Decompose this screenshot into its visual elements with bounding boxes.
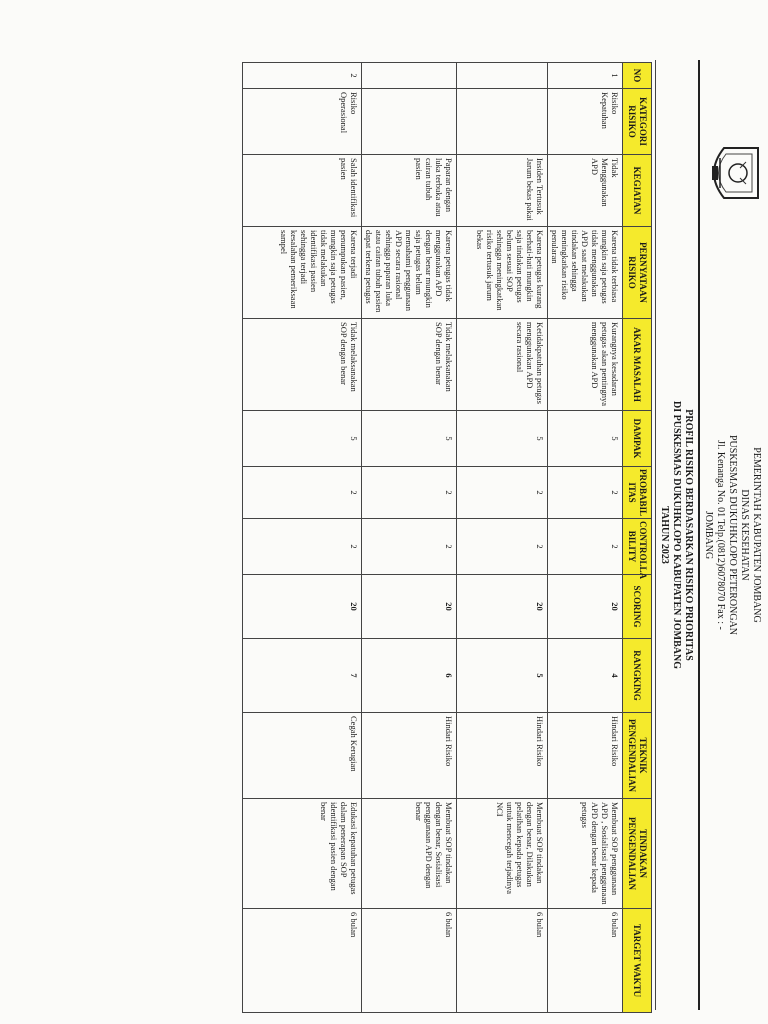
cell-scoring: 20 [548, 575, 623, 639]
cell-tindakan: Membuat SOP penggunaan APD , Sosialisasi penggunaan APD dengan benar kepada petugas [548, 799, 623, 909]
cell-no: 2 [243, 63, 362, 89]
letterhead [656, 60, 766, 1010]
col-header-scoring: SCORING [623, 575, 652, 639]
cell-probabilitas: 2 [243, 467, 362, 519]
document-title-1: PROFIL RISIKO BERDASARKAN RISIKO PRIORITAS [683, 409, 694, 661]
cell-akar: Ketidakpatuhan petugas menggunakan APD secara rasional [457, 319, 548, 411]
cell-teknik: Cegah Kerugian [243, 713, 362, 799]
cell-dampak: 5 [362, 411, 457, 467]
cell-akar: Tidak melaksanakan SOP dengan benar [362, 319, 457, 411]
cell-akar: Tidak melaksanakan SOP dengan benar [243, 319, 362, 411]
cell-kategori: Risiko Operasional [243, 89, 362, 155]
cell-tindakan: Edukasi kepatuhan petugas dalam penerapan SOP identifikasi pasien dengan benar [243, 799, 362, 909]
cell-target: 6 bulan [362, 909, 457, 1013]
col-header-target: TARGET WAKTU [623, 909, 652, 1013]
cell-controllability: 2 [457, 519, 548, 575]
title-rule [655, 60, 656, 1010]
cell-no [362, 63, 457, 89]
cell-pernyataan: Karena petugas kurang berhati-hati mungkin saja tindakan petugas belum sesuai SOP sehingga meningkatkan risiko tertusuk jarum bekas [457, 227, 548, 319]
agency-city: JOMBANG [703, 510, 714, 560]
cell-pernyataan: Karena petugas tidak menggunakan APD dengan benar mungkin saja petugas belum memahami penggunaan APD secara rasional sehingga paparan luka atau cairan tubuh pasien dapat terkena petugas [362, 227, 457, 319]
table-row [548, 63, 623, 1013]
cell-controllability: 2 [548, 519, 623, 575]
cell-dampak: 5 [548, 411, 623, 467]
cell-kegiatan: Tidak Menggunakan APD [548, 155, 623, 227]
cell-kategori [457, 89, 548, 155]
table-row [362, 63, 457, 1013]
cell-kegiatan: Salah identifikasi pasien [243, 155, 362, 227]
cell-kategori [362, 89, 457, 155]
table-header-row [623, 63, 652, 1013]
col-header-kategori: KATEGORI RISIKO [623, 89, 652, 155]
agency-line-3: PUSKESMAS DUKUHKLOPO PETERONGAN [727, 434, 738, 636]
col-header-tindakan: TINDAKAN PENGENDALIAN [623, 799, 652, 909]
table-row [243, 63, 362, 1013]
cell-controllability: 2 [362, 519, 457, 575]
cell-teknik: Hindari Risiko [362, 713, 457, 799]
agency-address: Jl. Kenanga No. 01 Telp.(0812)6078070 Fax : - [715, 440, 726, 630]
cell-kegiatan: Insiden Tertusuk Jarum bekas pakai [457, 155, 548, 227]
document-title-2: DI PUSKESMAS DUKUHKLOPO KABUPATEN JOMBANG [671, 401, 682, 669]
cell-scoring: 20 [457, 575, 548, 639]
cell-no: 1 [548, 63, 623, 89]
cell-rangking: 7 [243, 639, 362, 713]
cell-probabilitas: 2 [457, 467, 548, 519]
col-header-rangking: RANGKING [623, 639, 652, 713]
cell-target: 6 bulan [548, 909, 623, 1013]
col-header-dampak: DAMPAK [623, 411, 652, 467]
cell-probabilitas: 2 [362, 467, 457, 519]
document-title-year: TAHUN 2023 [659, 506, 670, 564]
col-header-probabilitas: PROBABIL ITAS [623, 467, 652, 519]
agency-line-1: PEMERINTAH KABUPATEN JOMBANG [751, 447, 762, 623]
cell-controllability: 2 [243, 519, 362, 575]
col-header-kegiatan: KEGIATAN [623, 155, 652, 227]
letterhead-rule [698, 60, 700, 1010]
cell-probabilitas: 2 [548, 467, 623, 519]
col-header-controllability: CONTROLLA BILITY [623, 519, 652, 575]
col-header-no: NO [623, 63, 652, 89]
cell-akar: Kurangnya kesadaran petugas akan pentingnya menggunakan APD [548, 319, 623, 411]
cell-teknik: Hindari Risiko [548, 713, 623, 799]
cell-no [457, 63, 548, 89]
col-header-teknik: TEKNIK PENGENDALIAN [623, 713, 652, 799]
cell-teknik: Hindari Risiko [457, 713, 548, 799]
risk-profile-table [242, 62, 652, 1013]
cell-pernyataan: Karena terjadi penumpukan pasien, mungkin saja petugas tidak melakukan identifikasi pasien sehingga terjadi kesalahan pemeriksaan sampel [243, 227, 362, 319]
col-header-akar: AKAR MASALAH [623, 319, 652, 411]
cell-tindakan: Membuat SOP tindakan dengan benar, Sosialisasi penggunaan APD dengan benar [362, 799, 457, 909]
col-header-pernyataan: PERNYATAAN RISIKO [623, 227, 652, 319]
cell-kategori: Risiko Kepatuhan [548, 89, 623, 155]
cell-target: 6 bulan [243, 909, 362, 1013]
cell-target: 6 bulan [457, 909, 548, 1013]
cell-dampak: 5 [457, 411, 548, 467]
table-row [457, 63, 548, 1013]
cell-pernyataan: Karena tidak terbiasa mungkin saja petugas tidak menggunakan APD saat melakukan tindakan sehingga meningkatkan risiko penularan [548, 227, 623, 319]
cell-rangking: 5 [457, 639, 548, 713]
cell-dampak: 5 [243, 411, 362, 467]
cell-scoring: 20 [243, 575, 362, 639]
cell-scoring: 20 [362, 575, 457, 639]
agency-line-2: DINAS KESEHATAN [739, 489, 750, 581]
cell-rangking: 4 [548, 639, 623, 713]
cell-rangking: 6 [362, 639, 457, 713]
cell-tindakan: Membuat SOP tindakan dengan benar, Dilakukan pelatihan kepada petugas untuk mencegah terjadinya NCI [457, 799, 548, 909]
cell-kegiatan: Paparan dengan luka terbuka atau cairan tubuh pasien [362, 155, 457, 227]
